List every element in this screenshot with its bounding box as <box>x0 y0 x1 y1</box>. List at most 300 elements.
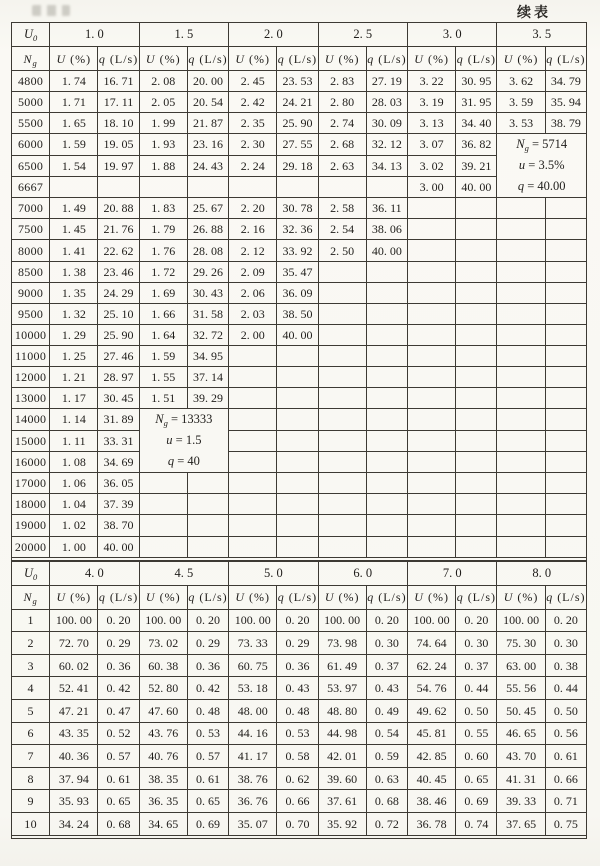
row-label: 19000 <box>12 515 50 536</box>
cell: 72. 70 <box>50 632 98 655</box>
cell: 1. 04 <box>50 494 98 515</box>
q-flow-header: q (L/s) <box>545 585 586 609</box>
cell: 20. 88 <box>98 198 139 219</box>
cell <box>545 367 586 388</box>
cell <box>408 261 456 282</box>
cell: 1. 25 <box>50 345 98 366</box>
q-flow-header: q (L/s) <box>456 585 497 609</box>
cell: 27. 55 <box>277 134 318 155</box>
cell: 63. 00 <box>497 654 545 677</box>
column-header-row <box>12 47 587 71</box>
cell: 40. 36 <box>50 745 98 768</box>
cell: 3. 59 <box>497 92 545 113</box>
cell: 21. 87 <box>187 113 228 134</box>
cell <box>366 536 407 557</box>
cell: 0. 20 <box>98 609 139 632</box>
cell <box>456 430 497 451</box>
cell <box>229 430 277 451</box>
cell <box>456 303 497 324</box>
cell: 1. 06 <box>50 473 98 494</box>
cell: 0. 30 <box>456 632 497 655</box>
cell: 24. 29 <box>98 282 139 303</box>
cell <box>545 324 586 345</box>
cell: 53. 97 <box>318 677 366 700</box>
table-row <box>12 134 587 155</box>
q-flow-header: q (L/s) <box>366 585 407 609</box>
u0-value-header: 3. 5 <box>497 23 587 47</box>
cell: 0. 53 <box>187 722 228 745</box>
cell: 41. 17 <box>229 745 277 768</box>
cell: 1. 83 <box>139 198 187 219</box>
cell: 53. 18 <box>229 677 277 700</box>
u0-value-header: 5. 0 <box>229 561 318 585</box>
cell: 0. 62 <box>277 767 318 790</box>
cell <box>545 536 586 557</box>
cell: 1. 64 <box>139 324 187 345</box>
table-row <box>12 71 587 92</box>
cell <box>408 198 456 219</box>
cell: 38. 35 <box>139 767 187 790</box>
cell: 52. 80 <box>139 677 187 700</box>
cell: 0. 61 <box>545 745 586 768</box>
cell: 2. 06 <box>229 282 277 303</box>
cell: 0. 50 <box>545 699 586 722</box>
cell: 1. 79 <box>139 219 187 240</box>
table-row <box>12 198 587 219</box>
row-label: 8 <box>12 767 50 790</box>
u-percent-header: U (%) <box>318 585 366 609</box>
cell: 55. 56 <box>497 677 545 700</box>
cell: 0. 36 <box>98 654 139 677</box>
cell <box>318 451 366 472</box>
cell <box>318 367 366 388</box>
cell: 24. 21 <box>277 92 318 113</box>
cell: 47. 60 <box>139 699 187 722</box>
table-row <box>12 367 587 388</box>
cell: 49. 62 <box>408 699 456 722</box>
cell <box>545 345 586 366</box>
cell: 2. 00 <box>229 324 277 345</box>
cell: 74. 64 <box>408 632 456 655</box>
cell: 3. 53 <box>497 113 545 134</box>
cell: 38. 50 <box>277 303 318 324</box>
note-line: $N_g = 5714$ <box>516 137 568 154</box>
cell: 43. 70 <box>497 745 545 768</box>
cell: 17. 11 <box>98 92 139 113</box>
cell: 0. 59 <box>366 745 407 768</box>
cell: 1. 14 <box>50 409 98 430</box>
row-label: 7 <box>12 745 50 768</box>
cell <box>366 451 407 472</box>
row-label: 6667 <box>12 176 50 197</box>
cell: 62. 24 <box>408 654 456 677</box>
cell: 42. 01 <box>318 745 366 768</box>
cell: 28. 97 <box>98 367 139 388</box>
cell: 19. 97 <box>98 155 139 176</box>
cell <box>456 240 497 261</box>
cell: 0. 37 <box>366 654 407 677</box>
cell <box>456 536 497 557</box>
cell: 1. 76 <box>139 240 187 261</box>
cell <box>497 367 545 388</box>
cell: 43. 76 <box>139 722 187 745</box>
cell <box>366 282 407 303</box>
cell: 1. 54 <box>50 155 98 176</box>
cell: 1. 32 <box>50 303 98 324</box>
cell: 1. 71 <box>50 92 98 113</box>
cell: 42. 85 <box>408 745 456 768</box>
cell: 2. 24 <box>229 155 277 176</box>
u-percent-header: U (%) <box>139 47 187 71</box>
cell: 28. 03 <box>366 92 407 113</box>
cell <box>187 473 228 494</box>
cell: 35. 92 <box>318 812 366 835</box>
cell: 50. 45 <box>497 699 545 722</box>
row-label: 20000 <box>12 536 50 557</box>
cell: 0. 38 <box>545 654 586 677</box>
cell: 34. 79 <box>545 71 586 92</box>
cell <box>545 219 586 240</box>
cell <box>98 176 139 197</box>
cell: 34. 65 <box>139 812 187 835</box>
cell: 34. 69 <box>98 451 139 472</box>
cell: 45. 81 <box>408 722 456 745</box>
cell: 43. 35 <box>50 722 98 745</box>
cell <box>456 473 497 494</box>
note-line: q = 40 <box>167 454 200 469</box>
cell: 41. 31 <box>497 767 545 790</box>
cell <box>187 515 228 536</box>
cell: 0. 57 <box>98 745 139 768</box>
cell <box>408 219 456 240</box>
cell: 31. 58 <box>187 303 228 324</box>
cell: 60. 75 <box>229 654 277 677</box>
table-row <box>12 790 587 813</box>
cell <box>456 494 497 515</box>
table-row <box>12 303 587 324</box>
cell: 1. 66 <box>139 303 187 324</box>
cell: 0. 20 <box>545 609 586 632</box>
cell <box>408 240 456 261</box>
cell <box>456 451 497 472</box>
cell: 0. 61 <box>187 767 228 790</box>
merged-note-cell <box>497 134 587 198</box>
cell: 38. 06 <box>366 219 407 240</box>
cell <box>318 388 366 409</box>
cell: 73. 02 <box>139 632 187 655</box>
cell: 61. 49 <box>318 654 366 677</box>
cell: 0. 43 <box>366 677 407 700</box>
cell: 44. 16 <box>229 722 277 745</box>
cell: 0. 48 <box>187 699 228 722</box>
table-row <box>12 92 587 113</box>
cell: 33. 31 <box>98 430 139 451</box>
cell <box>318 345 366 366</box>
q-flow-header: q (L/s) <box>187 47 228 71</box>
cell: 40. 00 <box>277 324 318 345</box>
table-row <box>12 632 587 655</box>
cell <box>318 409 366 430</box>
row-label: 12000 <box>12 367 50 388</box>
cell: 1. 59 <box>50 134 98 155</box>
cell: 1. 35 <box>50 282 98 303</box>
cell: 1. 51 <box>139 388 187 409</box>
cell: 2. 42 <box>229 92 277 113</box>
cell: 0. 47 <box>98 699 139 722</box>
cell: 2. 35 <box>229 113 277 134</box>
cell: 2. 08 <box>139 71 187 92</box>
cell: 2. 45 <box>229 71 277 92</box>
cell: 0. 65 <box>187 790 228 813</box>
cell: 100. 00 <box>497 609 545 632</box>
cell <box>187 536 228 557</box>
cell: 36. 11 <box>366 198 407 219</box>
cell: 0. 20 <box>187 609 228 632</box>
cell <box>318 430 366 451</box>
cell: 0. 72 <box>366 812 407 835</box>
cell <box>545 494 586 515</box>
row-label: 6500 <box>12 155 50 176</box>
cell <box>366 345 407 366</box>
cell: 2. 80 <box>318 92 366 113</box>
cell: 39. 60 <box>318 767 366 790</box>
u-percent-header: U (%) <box>408 47 456 71</box>
cell: 32. 12 <box>366 134 407 155</box>
cell: 2. 58 <box>318 198 366 219</box>
table-row <box>12 261 587 282</box>
cell <box>545 198 586 219</box>
cell <box>277 536 318 557</box>
row-label: 8500 <box>12 261 50 282</box>
cell: 40. 76 <box>139 745 187 768</box>
ng-corner-cell: $N_g$ <box>12 585 50 609</box>
row-label: 9000 <box>12 282 50 303</box>
cell <box>229 409 277 430</box>
u0-corner-cell: $U_0$ <box>12 561 50 585</box>
cell <box>366 409 407 430</box>
note-line: u = 1.5 <box>166 433 202 448</box>
cell: 20. 54 <box>187 92 228 113</box>
cell: 0. 37 <box>456 654 497 677</box>
cell <box>366 494 407 515</box>
cell <box>497 409 545 430</box>
cell: 39. 21 <box>456 155 497 176</box>
cell: 3. 13 <box>408 113 456 134</box>
cell: 36. 78 <box>408 812 456 835</box>
cell <box>229 345 277 366</box>
table-row <box>12 282 587 303</box>
row-label: 14000 <box>12 409 50 430</box>
row-label: 18000 <box>12 494 50 515</box>
cell: 0. 69 <box>187 812 228 835</box>
cell: 0. 55 <box>456 722 497 745</box>
cell <box>456 367 497 388</box>
cell: 30. 78 <box>277 198 318 219</box>
cell: 35. 47 <box>277 261 318 282</box>
cell: 0. 68 <box>366 790 407 813</box>
table-row <box>12 473 587 494</box>
cell <box>139 473 187 494</box>
cell <box>277 515 318 536</box>
cell <box>277 451 318 472</box>
cell: 34. 95 <box>187 345 228 366</box>
cell: 1. 17 <box>50 388 98 409</box>
cell <box>366 473 407 494</box>
cell: 27. 19 <box>366 71 407 92</box>
cell <box>497 536 545 557</box>
table-row <box>12 609 587 632</box>
cell: 0. 75 <box>545 812 586 835</box>
cell: 40. 00 <box>456 176 497 197</box>
cell <box>545 409 586 430</box>
cell: 1. 21 <box>50 367 98 388</box>
cell <box>139 176 187 197</box>
table-row <box>12 515 587 536</box>
cell <box>456 388 497 409</box>
u0-value-header: 2. 5 <box>318 23 407 47</box>
cell: 38. 46 <box>408 790 456 813</box>
cell: 2. 09 <box>229 261 277 282</box>
cell: 25. 90 <box>98 324 139 345</box>
table-row <box>12 240 587 261</box>
cell: 34. 40 <box>456 113 497 134</box>
cell: 35. 07 <box>229 812 277 835</box>
u0-value-header: 8. 0 <box>497 561 587 585</box>
cell: 23. 53 <box>277 71 318 92</box>
row-label: 10000 <box>12 324 50 345</box>
cell: 1. 74 <box>50 71 98 92</box>
cell: 33. 92 <box>277 240 318 261</box>
table-row <box>12 745 587 768</box>
cell: 1. 29 <box>50 324 98 345</box>
cell: 2. 54 <box>318 219 366 240</box>
cell <box>497 430 545 451</box>
cell: 3. 07 <box>408 134 456 155</box>
cell <box>318 261 366 282</box>
row-label: 6 <box>12 722 50 745</box>
cell: 38. 70 <box>98 515 139 536</box>
cell: 1. 99 <box>139 113 187 134</box>
cell: 0. 56 <box>545 722 586 745</box>
cell: 2. 16 <box>229 219 277 240</box>
u0-value-header: 7. 0 <box>408 561 497 585</box>
row-label: 5000 <box>12 92 50 113</box>
cell: 1. 65 <box>50 113 98 134</box>
cell <box>277 430 318 451</box>
table-row <box>12 494 587 515</box>
cell <box>229 473 277 494</box>
cell: 37. 65 <box>497 812 545 835</box>
cell: 0. 20 <box>366 609 407 632</box>
u-percent-header: U (%) <box>50 585 98 609</box>
table-row <box>12 324 587 345</box>
cell: 36. 35 <box>139 790 187 813</box>
cell <box>318 536 366 557</box>
column-header-row <box>12 585 587 609</box>
merged-note-cell <box>139 409 228 473</box>
cell <box>139 536 187 557</box>
cell <box>366 430 407 451</box>
cell: 31. 95 <box>456 92 497 113</box>
cell <box>497 219 545 240</box>
cell <box>497 494 545 515</box>
cell: 35. 93 <box>50 790 98 813</box>
cell: 48. 80 <box>318 699 366 722</box>
cell: 37. 14 <box>187 367 228 388</box>
cell: 26. 88 <box>187 219 228 240</box>
cell <box>456 324 497 345</box>
cell: 0. 74 <box>456 812 497 835</box>
cell: 100. 00 <box>50 609 98 632</box>
cell: 75. 30 <box>497 632 545 655</box>
cell <box>277 176 318 197</box>
cell <box>318 176 366 197</box>
cell: 47. 21 <box>50 699 98 722</box>
cell: 1. 69 <box>139 282 187 303</box>
cell: 24. 43 <box>187 155 228 176</box>
cell <box>229 494 277 515</box>
cell: 2. 03 <box>229 303 277 324</box>
cell <box>545 388 586 409</box>
u0-header-row <box>12 561 587 585</box>
cell <box>497 240 545 261</box>
cell: 2. 05 <box>139 92 187 113</box>
cell: 0. 30 <box>545 632 586 655</box>
cell: 0. 54 <box>366 722 407 745</box>
cell: 2. 83 <box>318 71 366 92</box>
row-label: 3 <box>12 654 50 677</box>
cell <box>497 282 545 303</box>
cell: 0. 44 <box>545 677 586 700</box>
cell: 1. 38 <box>50 261 98 282</box>
cell: 37. 61 <box>318 790 366 813</box>
cell <box>408 515 456 536</box>
cell: 39. 33 <box>497 790 545 813</box>
cell: 34. 13 <box>366 155 407 176</box>
cell <box>366 261 407 282</box>
table-row <box>12 430 587 451</box>
cell: 25. 90 <box>277 113 318 134</box>
cell: 1. 08 <box>50 451 98 472</box>
q-flow-header: q (L/s) <box>277 47 318 71</box>
row-label: 4 <box>12 677 50 700</box>
cell <box>497 324 545 345</box>
table-row <box>12 536 587 557</box>
cell: 38. 79 <box>545 113 586 134</box>
cell <box>456 261 497 282</box>
cell <box>277 409 318 430</box>
cell: 32. 72 <box>187 324 228 345</box>
note-line: $N_g = 13333$ <box>155 412 213 429</box>
table-row <box>12 699 587 722</box>
cell: 30. 43 <box>187 282 228 303</box>
cell: 0. 42 <box>98 677 139 700</box>
cell: 35. 94 <box>545 92 586 113</box>
cell <box>456 515 497 536</box>
cell <box>456 282 497 303</box>
u0-value-header: 1. 0 <box>50 23 139 47</box>
cell <box>408 473 456 494</box>
cell: 0. 29 <box>277 632 318 655</box>
cell: 31. 89 <box>98 409 139 430</box>
cell: 2. 20 <box>229 198 277 219</box>
row-label: 9500 <box>12 303 50 324</box>
table-section-1 <box>11 22 587 558</box>
cell: 60. 02 <box>50 654 98 677</box>
cell <box>497 261 545 282</box>
table-row <box>12 654 587 677</box>
note-line: u = 3.5% <box>518 158 565 173</box>
